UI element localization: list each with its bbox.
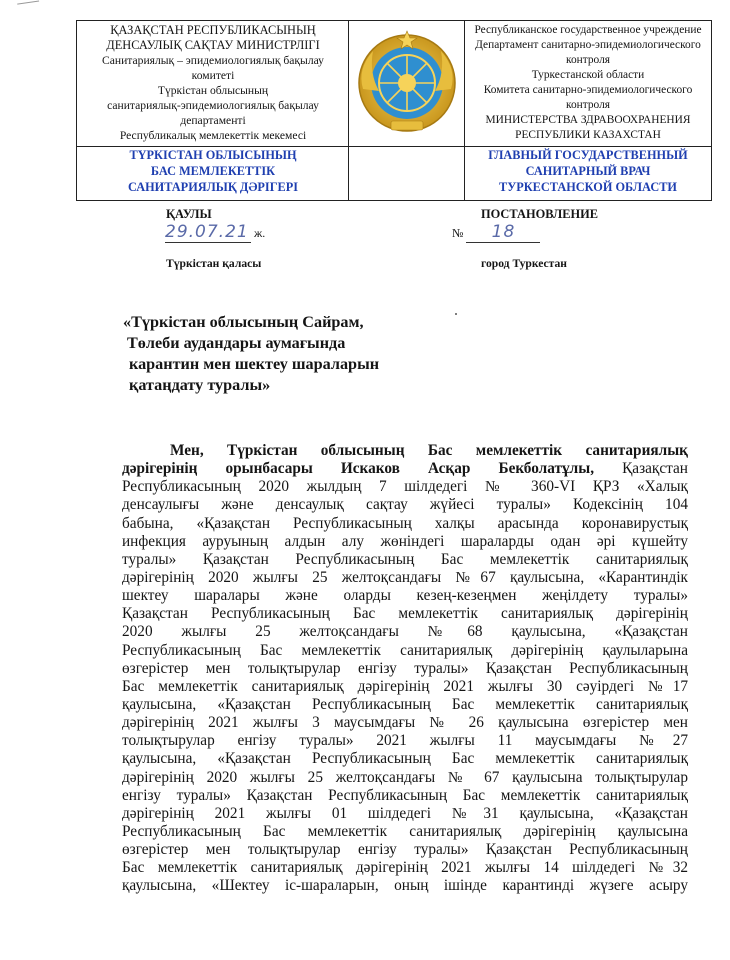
decree-title: «Түркістан облысының Сайрам, Төлеби аудандары аумағында карантин мен шектеу шараларын қатаңдату туралы» (123, 313, 380, 394)
state-emblem-icon (355, 29, 459, 137)
russian-official-title: ГЛАВНЫЙ ГОСУДАРСТВЕННЫЙ САНИТАРНЫЙ ВРАЧ ТУРКЕСТАНСКОЙ ОБЛАСТИ (488, 148, 688, 194)
body-line: Қазақстан Республикасының Бас мемлекеттік санитариялық дәрігерінің (122, 605, 688, 623)
body-line: дәрігерінің 2021 жылғы 01 шілдедегі №31 қаулысына, «Қазақстан (122, 804, 688, 822)
body-line: денсаулығы және денсаулық сақтау жүйесі туралы» Кодексінің 104 (122, 496, 688, 514)
body-line: дәрігерінің 2021 жылғы 3 маусымдағы № 26 қаулысына өзгерістер мен (122, 714, 688, 732)
city-kz: Түркістан қаласы (166, 257, 262, 270)
kazakh-organization-name: ҚАЗАҚСТАН РЕСПУБЛИКАСЫНЫҢ ДЕНСАУЛЫҚ САҚТАУ МИНИСТРЛІГІ Санитариялық – эпидемиологиялық бақылау комитеті Түркістан облысының санитариялық-эпидемиологиялық бақылау департаменті Республикалық мемлекеттік мекемесі (102, 23, 324, 142)
body-line: қаулысына, «Қазақстан Республикасының Бас мемлекеттік санитариялық (122, 695, 688, 713)
body-line: 2020 жылғы 25 желтоқсандағы №68 қаулысына, «Қазақстан (122, 623, 688, 641)
decree-label-kz: ҚАУЛЫ (166, 207, 212, 221)
letterhead-table (76, 20, 712, 201)
decree-date: 29.07.21 ж. (165, 222, 266, 242)
body-line: өзгерістер мен толықтырулар енгізу туралы» Қазақстан Республикасының (122, 841, 688, 859)
city-ru: город Туркестан (481, 257, 567, 270)
body-line: дәрігерінің 2020 жылғы 25 желтоқсандағы № 67 қаулысына толықтырулар (122, 768, 688, 786)
russian-organization-name: Республиканское государственное учреждение Департамент санитарно-эпидемиологического контроля Туркестанской области Комитета санитарно-эпидемиологического контроля МИНИСТЕРСТВА ЗДРАВООХРАНЕНИЯ РЕСПУБЛИКИ КАЗАХСТАН (474, 24, 702, 141)
corner-mark (17, 1, 41, 17)
handwritten-date: 29.07.21 (165, 222, 251, 243)
body-line: енгізу туралы» Қазақстан Республикасының Бас мемлекеттік санитариялық (122, 786, 688, 804)
body-line: толықтырулар енгізу туралы» 2021 жылғы 11 маусымдағы №27 (122, 732, 688, 750)
handwritten-number: 18 (466, 222, 540, 243)
body-line: шектеу шаралары және оларды кезең-кезеңмен жеңілдету туралы» (122, 587, 688, 605)
body-line: туралы» Қазақстан Республикасының Бас мемлекеттік санитариялық (122, 550, 688, 568)
body-line: Бас мемлекеттік санитариялық дәрігерінің 2021 жылғы 14 шілдедегі №32 (122, 859, 688, 877)
body-line: бабына, «Қазақстан Республикасының халқы арасында коронавирустық (122, 514, 688, 532)
body-line: Бас мемлекеттік санитариялық дәрігерінің 2021 жылғы 30 сәуірдегі №17 (122, 677, 688, 695)
body-line: инфекция ауруының алдын алу жөніндегі шараларды одан әрі күшейту (122, 532, 688, 550)
body-line: өзгерістер мен толықтырулар енгізу туралы» Қазақстан Республикасының (122, 659, 688, 677)
body-line: қаулысына, «Шектеу іс-шараларын, оның ішінде карантинді жүзеге асыру (122, 877, 688, 895)
body-line: Республикасының Бас мемлекеттік санитариялық дәрігерінің қаулысына (122, 822, 688, 840)
body-line: дәрігерінің 2020 жылғы 25 желтоқсандағы №67 қаулысына, «Карантиндік (122, 568, 688, 586)
body-line: Республикасының Бас мемлекеттік санитариялық дәрігерінің қаулыларына (122, 641, 688, 659)
body-line: дәрігерінің орынбасары Искаков Асқар Бекболатұлы, Қазақстан (122, 460, 688, 478)
decree-body (122, 442, 688, 896)
kazakh-official-title: ТҮРКІСТАН ОБЛЫСЫНЫҢ БАС МЕМЛЕКЕТТІК САНИТАРИЯЛЫҚ ДӘРІГЕРІ (127, 148, 299, 194)
body-line: қаулысына, «Қазақстан Республикасының Бас мемлекеттік санитариялық (122, 750, 688, 768)
body-line: Мен, Түркістан облысының Бас мемлекеттік санитариялық (170, 442, 688, 459)
body-line: Республикасының 2020 жылдың 7 шілдедегі № 360-VI ҚРЗ «Халық (122, 478, 688, 496)
decree-number: № 18 (452, 222, 540, 243)
decree-label-ru: ПОСТАНОВЛЕНИЕ (481, 207, 599, 221)
